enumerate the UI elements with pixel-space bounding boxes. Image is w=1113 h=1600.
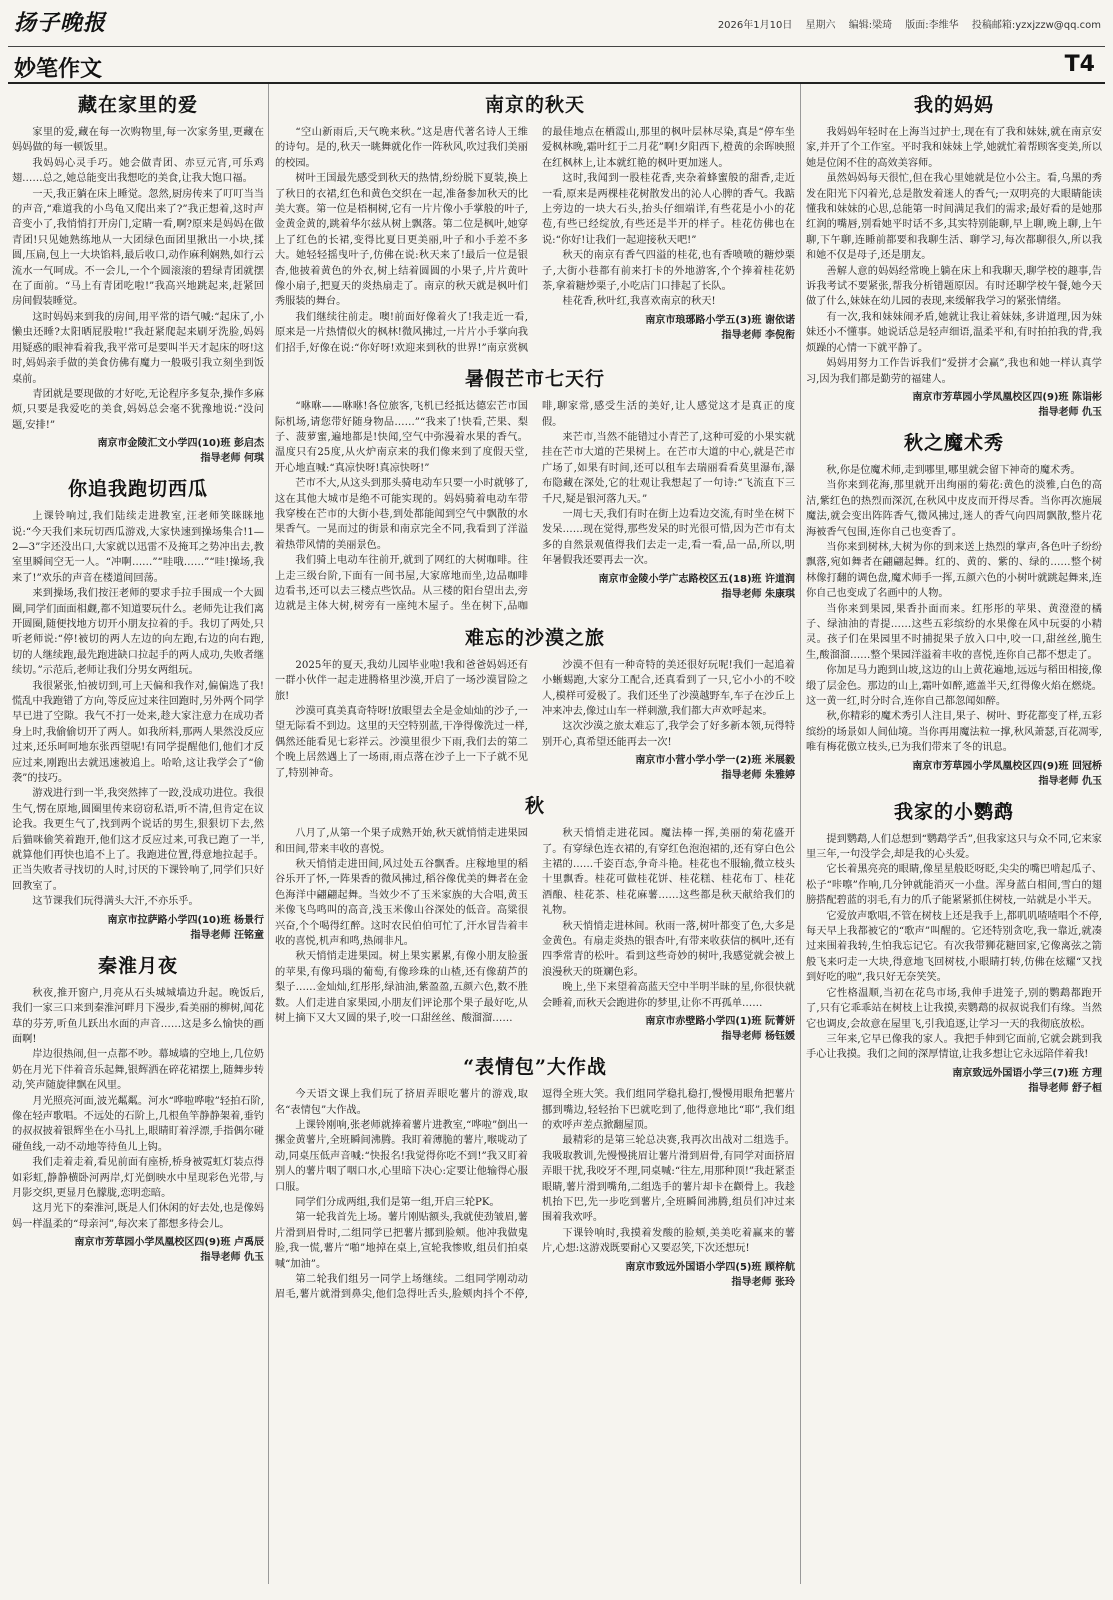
article-paragraph: 下课铃响时,我摸着发酸的脸颊,美美吃着赢来的薯片,心想:这游戏既要耐心又要忍笑,下次还想玩! (542, 1227, 795, 1255)
article (275, 1052, 795, 1303)
article-headline: 秋之魔术秀 (903, 431, 1004, 454)
article-paragraph: 这次沙漠之旅太难忘了,我学会了好多新本领,玩得特别开心,真希望还能再去一次! (542, 721, 795, 748)
article-paragraph: 当你来到花海,那里就开出绚丽的菊花:黄色的淡雅,白色的高洁,紫红色的热烈而深沉,在秋风中皮皮而开得尽香。当你再次施展魔法,就会变出阵阵香气,微风拂过,迷人的香气向四周飘散,整片花海被香气包围,连你自己也变香了。 (806, 480, 1102, 538)
article-paragraph: 秋,你是位魔术师,走到哪里,哪里就会留下神奇的魔术秀。 (826, 464, 1081, 476)
article-headline: 难忘的沙漠之旅 (464, 626, 605, 649)
article-paragraph: 妈妈用努力工作告诉我们“爱拼才会赢”,我也和她一样认真学习,因为我们都是勤劳的福建人。 (806, 358, 1102, 385)
column-divider (800, 84, 801, 1584)
middle-column (275, 84, 795, 1311)
article-body (12, 509, 264, 943)
byline-line: 南京市芳草园小学凤凰校区四(9)班 回冠桥 (912, 760, 1102, 772)
article-headline: 南京的秋天 (484, 94, 585, 116)
masthead (8, 6, 1105, 82)
article-paragraph: 树叶王国最先感受到秋天的热情,纷纷脱下夏装,换上了秋日的衣裙,红色和黄色交织在一起,准备参加秋天的比美大赛。第一位是梧桐树,它有一片片像小手掌般的叶子,金黄金黄的,跳着华尔兹从树上飘落。第二位是枫叶,她穿上了红色的长裙,变得比夏日更美丽,叶子和小手差不多大。她轻轻摇曳叶子,仿佛在说:秋天来了!最后一位是银杏,他披着黄色的外衣,树上结着圆圆的小果子,片片黄叶像小扇子,把夏天的炎热扇走了。南京的秋天就是枫叶们秀服装的舞台。 (275, 173, 528, 308)
layout-credit: 版面:李维华 (905, 20, 959, 31)
article-paragraph: 这时,我闻到一股桂花香,夹杂着蜂蜜般的甜香,走近一看,原来是两棵桂花树散发出的沁人心脾的香气。我踮上旁边的一块大石头,抬头仔细端详,有些花是小小的花苞,有些已经绽放,有些还是半开的样子。桂花仿佛也在说:“你好!让我们一起迎接秋天吧!” (542, 173, 795, 246)
column-divider (268, 84, 269, 1584)
article (275, 623, 795, 783)
header-rule (8, 46, 1105, 47)
article-paragraph: 第一轮我首先上场。薯片刚贴额头,我就使劲皱眉,薯片滑到眉骨时,二组同学已把薯片挪到脸颊。他冲我做鬼脸,我一慌,薯片“啪”地掉在桌上,宣轮我惨败,组员们拍桌喊“加油”。 (275, 1212, 528, 1270)
article-paragraph: 它爱放声歌唱,不管在树枝上还是我手上,都叽叽喳喳唱个不停,每天早上我都被它的“歌声”叫醒的。它还特别贪吃,我一靠近,就凑过来围着我转,生怕我忘记它。有次我带狮花糖回家,它像离弦之箭般飞来叼走一大块,得意地飞回树枝,小眼睛打转,仿佛在炫耀“又找到好吃的啦”,我只好无奈笑笑。 (806, 910, 1102, 984)
article-paragraph: 这月光下的秦淮河,既是人们休闲的好去处,也是像妈妈一样温柔的“母亲河”,每次来了都想多待会儿。 (12, 1203, 264, 1230)
article-paragraph: 芒市不大,从这头到那头骑电动车只要一小时就够了,这在其他大城市是绝不可能实现的。妈妈骑着电动车带我穿梭在芒市的大街小巷,到处都能闻到空气中飘散的水果香气。一晃而过的街景和南京完全不同,我看到了洋溢着热带风情的美丽景色。 (275, 478, 528, 551)
byline-line: 指导老师 汪铭童 (190, 929, 264, 941)
newspaper-logo: 扬子晚报 (14, 10, 107, 36)
byline-line: 南京市金陵小学广志路校区五(18)班 许道润 (598, 573, 795, 585)
byline-line: 指导老师 杨钰媛 (721, 1031, 795, 1043)
article-paragraph: 2025年的夏天,我幼儿园毕业啦!我和爸爸妈妈还有一群小伙伴一起走进腾格里沙漠,开启了一场沙漠冒险之旅! (275, 659, 528, 702)
byline-line: 指导老师 张玲 (731, 1276, 795, 1288)
article-paragraph: 当你来到树林,大树为你的到来送上热烈的掌声,各色叶子纷纷飘落,宛如舞者在翩翩起舞。红的、黄的、紫的、绿的……整个树林像打翻的调色盘,魔术师手一挥,五颜六色的小树叶就跳起舞来,连你自己也变成了名画中的人物。 (806, 541, 1102, 600)
byline-line: 南京市致远外国语小学四(5)班 顾梓航 (625, 1261, 795, 1273)
article-paragraph: 秋天悄悄走进田间,风过处五谷飘香。庄稼地里的稻谷乐开了怀,一阵果香的微风拂过,稻谷像优美的舞者在金色海洋中翩翩起舞。当效少不了玉米家族的大合唱,黄玉米像飞鸟鸣叫的高音,浅玉米像山谷深处的低音。高粱很兴奋,个个喝得红醉。这时农民伯伯可忙了,汗水冒告着丰收的喜悦,机声和鸣,热闹非凡。 (275, 859, 528, 948)
byline-line: 指导老师 舒子桓 (1028, 1082, 1102, 1094)
article (12, 90, 264, 466)
article-paragraph: 这时妈妈来到我的房间,用平常的语气喊:“起床了,小懒虫还睡?太阳晒屁股啦!”我赶紧爬起来刷牙洗脸,妈妈用疑惑的眼神看着我,我平常可是要叫半天才起床的呀!这时,妈妈亲手做的美食仿佛有魔力一般吸引我立刻坐到饭桌前。 (12, 311, 264, 385)
article-paragraph: 秋夜,推开窗户,月亮从石头城城墙边升起。晚饭后,我们一家三口来到秦淮河畔月下漫步,看美丽的柳树,闻花草的芬芳,听鱼儿跃出水面的声音……这是多么愉快的画面啊! (12, 987, 264, 1045)
article-paragraph: 虽然妈妈每天很忙,但在我心里她就是位小公主。看,乌黑的秀发在阳光下闪着光,总是散发着迷人的香气;一双明亮的大眼睛能读懂我和妹妹的心思,总能第一时间满足我们的需求;最好看的是她那红润的嘴唇,别看她平时话不多,其实特别能聊,早上聊,晚上聊,上午聊,下午聊,连睡前都要和我聊生活、聊学习,每次都聊很久,所以我和她不仅是母子,还是朋友。 (806, 173, 1102, 262)
byline-line: 指导老师 仇玉 (200, 1252, 264, 1264)
article-headline: 你追我跑切西瓜 (67, 478, 208, 501)
article-paragraph: 当你来到果园,果香扑面而来。红彤彤的苹果、黄澄澄的橘子、绿油油的青提……这些五彩缤纷的水果像在风中玩耍的小精灵。孩子们在果园里不时捕捉果子放入口中,咬一口,甜丝丝,脆生生,酸溜溜……整个果园洋溢着丰收的喜悦,连你自己都不想走了。 (806, 603, 1102, 661)
article-body (275, 826, 795, 1044)
article-headline: 暑假芒市七天行 (464, 368, 605, 391)
article-paragraph: 我们走着走着,看见前面有座桥,桥身被霓虹灯装点得如彩虹,静静横卧河两岸,灯光倒映水中星现彩色光带,与月影交织,更显月色朦胧,恋明恋暗。 (12, 1157, 264, 1199)
article-paragraph: 这节课我们玩得满头大汗,不亦乐乎。 (32, 896, 199, 908)
byline-line: 指导老师 朱雅婷 (721, 770, 795, 782)
issue-info (708, 16, 1101, 31)
article (12, 474, 264, 943)
article (806, 90, 1102, 420)
article-body (275, 399, 795, 615)
article-paragraph: 我们骑上电动车往前开,就到了网红的大树咖啡。往上走三级台阶,下面有一间书屋,大家席地而坐,边品咖啡边看书,还可以去三楼点些饮品。从三楼的阳台望出去,旁边就是主体大树,树旁有一座纯木屋子。坐在树下,品咖啡,聊家常,感受生活的美好,让人感觉这才是真正的度假。 (275, 401, 795, 613)
article-byline (542, 1014, 795, 1044)
article-paragraph: 青团就是要现做的才好吃,无论程序多复杂,操作多麻烦,只要是我爱吃的美食,妈妈总会毫不犹豫地说:“没问题,安排!” (12, 388, 264, 431)
byline-line: 指导老师 李倪衔 (721, 329, 795, 341)
byline-line: 南京市芳草园小学凤凰校区四(9)班 卢禹辰 (74, 1237, 264, 1249)
article-paragraph: 来到操场,我们按汪老师的要求手拉手围成一个大圆圈,同学们面面相觑,都不知道要玩什么。老师先让我们离开圆圈,随便找地方切开小朋友拉着的手。我切了两处,只听老师说:“停!被切的两人左边的向左跑,右边的向右跑,切的人继续跑,最先跑进缺口拉起手的两人成功,失败者继续切。”示范后,老师让我们分男女两组玩。 (12, 588, 264, 677)
article-paragraph: 家里的爱,藏在每一次购物里,每一次家务里,更藏在妈妈做的每一顿饭里。 (12, 127, 264, 154)
article (12, 951, 264, 1266)
article-paragraph: 你加足马力跑到山坡,这边的山上黄花遍地,远远与稻田相接,像缎了层金色。那边的山上,霜叶如醉,遮盖半天,红得像火焰在燃烧。这一黄一红,时分时合,连你自己都忽闻如醉。 (806, 665, 1102, 707)
article-paragraph: 同学们分成两组,我们是第一组,开启三轮PK。 (295, 1196, 500, 1208)
article-headline: 秦淮月夜 (97, 954, 178, 977)
article-paragraph: 最精彩的是第三轮总决赛,我再次出战对二组选手。我吸取教训,先慢慢挑眉让薯片滑到眉骨,有同学对面挤眉弄眼干扰,我咬牙不理,同桌喊:“往左,用那种顶!”我赶紧歪眼睛,薯片滑到嘴角,二组选手的薯片却卡在颧骨上。我趁机抬下巴,先一步吃到薯片,全班瞬间沸腾,组员们冲过来围着我欢呼。 (542, 1135, 795, 1224)
article-paragraph: 秋天悄悄走进果园。树上果实累累,有像小朋友脸蛋的苹果,有像玛瑙的葡萄,有像珍珠的山楂,还有像葫芦的梨子……金灿灿,红彤彤,绿油油,紫盈盈,五颜六色,数不胜数。人们走进自家果园,小朋友们评论那个果子最好吃,从树上摘下又大又圆的果子,咬一口甜丝丝、酸溜溜…… (275, 951, 528, 1025)
article-paragraph: 秋,你精彩的魔术秀引人注目,果子、树叶、野花都变了样,五彩缤纷的场景如人间仙境。当你再用魔法粒一撑,秋风萧瑟,百花凋零,唯有梅花傲立枝头,已为我们带来了冬的讯息。 (806, 711, 1102, 754)
article-paragraph: 上课铃刚响,张老师就捧着薯片进教室,“哗啦”倒出一摞金黄薯片,全班瞬间沸腾。我盯着薄脆的薯片,喉咙动了动,同桌压低声音喊:“快报名!我觉得你吃不到!”我又盯着别人的薯片咽了咽口水,心里暗下决心:定要让他输得心服口服。 (275, 1119, 528, 1193)
article-paragraph: 八月了,从第一个果子成熟开始,秋天就悄悄走进果园和田间,带来丰收的喜悦。 (275, 828, 528, 855)
page-number: T4 (1064, 52, 1095, 77)
article-body (12, 986, 264, 1266)
article-paragraph: “咻咻——咻咻!各位旅客,飞机已经抵达德宏芒市国际机场,请您带好随身物品……”“我来了!快看,芒果、梨子、菠萝蜜,遍地都是!快闻,空气中弥漫着水果的香气。温度只有25度,从火炉南京来的我们像来到了度假天堂,开心地直喊:“真凉快呀!真凉快呀!” (275, 401, 528, 474)
issue-weekday: 星期六 (805, 20, 836, 31)
article-body (275, 658, 795, 783)
article-paragraph: 岸边很热闹,但一点都不吵。幕城墙的空地上,几位奶奶在月光下伴着音乐起舞,银辉洒在碎花裙摆上,随舞步转动,笑声随旋律飘在风里。 (12, 1049, 264, 1092)
byline-line: 南京市拉萨路小学四(10)班 杨景行 (107, 914, 264, 926)
article-paragraph: 游戏进行到一半,我突然摔了一跤,没成功进位。我很生气,愣在原地,圆圈里传来窃窃私语,听不清,但肯定在议论我。我更生气了,找到两个说话的男生,狠狠切下去,然后猫咪偷笑着跑开,他们这才反应过来,可我已跑了一半,就算他们再快也追不上了。我跑进位置,得意地拉起手。正当失败者寻找切的人时,讨厌的下课铃响了,同学们只好回教室了。 (12, 788, 264, 892)
article-paragraph: “空山新雨后,天气晚来秋。”这是唐代著名诗人王维的诗句。是的,秋天一眺舞就化作一阵秋风,吹过我们美丽的校园。 (275, 127, 528, 169)
article-byline (542, 572, 795, 602)
article-headline: 秋 (524, 795, 545, 818)
article-body (275, 125, 795, 356)
byline-line: 指导老师 仇玉 (1038, 406, 1102, 418)
editor-credit: 编辑:梁琦 (848, 20, 893, 31)
article-paragraph: 它长着黑亮亮的眼睛,像星星般眨呀眨,尖尖的嘴巴啃起瓜子、松子“咔嚓”作响,几分钟就能消灭一小盘。浑身蓝白相间,雪白的翅膀搭配碧蓝的羽毛,有力的爪子能紧紧抓住树枝,一站就是小半天。 (806, 864, 1102, 907)
article (806, 797, 1102, 1096)
article-headline: 我的妈妈 (913, 94, 994, 116)
article-headline: 我家的小鹦鹉 (893, 800, 1014, 823)
article-paragraph: 一周七天,我们有时在街上边看边交流,有时坐在树下发呆……现在觉得,那些发呆的时光很可惜,因为芒市有太多的自然景观值得我们去走一走,看一看,品一品,所以,明年暑假我还要再去一次。 (542, 508, 795, 567)
right-column (806, 84, 1102, 1104)
byline-line: 指导老师 朱康琪 (721, 588, 795, 600)
article-body (275, 1087, 795, 1303)
article-byline (12, 1235, 264, 1265)
article-byline (12, 913, 264, 943)
article-body (806, 125, 1102, 420)
byline-line: 南京致远外国语小学三(7)班 方理 (952, 1067, 1102, 1079)
article-paragraph: 晚上,坐下来望着高蓝天空中半明半昧的星,你很快就会睡着,而秋天会跑进你的梦里,让你不再孤单…… (542, 982, 795, 1009)
article-paragraph: 桂花香,秋叶红,我喜欢南京的秋天! (562, 296, 716, 308)
article (275, 90, 795, 356)
article-paragraph: 它性格温顺,当初在花鸟市场,我伸手进笼子,别的鹦鹉都跑开了,只有它乖乖站在树枝上让我摸,卖鹦鹉的叔叔说我们有缘。当然它也调皮,会故意在屋里飞,引我追逐,让学习一天的我彻底放松。 (806, 987, 1102, 1030)
article (275, 364, 795, 615)
article-paragraph: 秋天的南京有香气四溢的桂花,也有香喷喷的糖炒栗子,大街小巷都有前来打卡的外地游客,个个捧着桂花奶茶,拿着糖炒栗子,小吃店门口排起了长队。 (542, 250, 795, 293)
article-body (806, 463, 1102, 789)
article-body (806, 832, 1102, 1096)
article-paragraph: 一天,我正躺在床上睡觉。忽然,厨房传来了叮叮当当的声音,“难道我的小鸟龟又爬出来了?”我正想着,这时声音变小了,我悄悄打开房门,定睛一看,啊?原来是妈妈在做青团!只见她熟练地从一大团绿色面团里揪出一小块,揉圆,压扁,包上一大块馅料,最后收口,动作麻利娴熟,如行云流水一气呵成。不一会儿,一个个圆滚滚的碧绿青团就摆在了面前。“马上有青团吃啦!”我高兴地跳起来,赶紧回房间假装睡觉。 (12, 188, 264, 308)
article-paragraph: 我妈妈年轻时在上海当过护士,现在有了我和妹妹,就在南京安家,并开了个工作室。平时我和妹妹上学,她就忙着帮顾客变美,所以她是位闲不住的高效美容师。 (806, 127, 1102, 169)
article-paragraph: 善解人意的妈妈经常晚上躺在床上和我聊天,聊学校的趣事,告诉我考试不要紧张,帮我分析错题原因。有时还聊学校午餐,她今天做了什么,妹妹在幼儿园的表现,来缓解我学习的紧张情绪。 (806, 265, 1102, 308)
article-paragraph: 第二轮我们组另一同学上场继续。二组同学刚动动眉毛,薯片就滑到鼻尖,他们急得吐舌头,脸颊肉抖个不停,逗得全班大笑。我们组同学稳扎稳打,慢慢用眼角把薯片挪到嘴边,轻轻抬下巴就吃到了,他得意地比“耶”,我们组的欢呼声差点掀翻屋顶。 (275, 1089, 795, 1301)
article-body (12, 125, 264, 466)
byline-line: 南京市芳草园小学凤凰校区四(9)班 陈诣彬 (912, 391, 1102, 403)
byline-line: 南京市小营小学小学一(2)班 米展毅 (635, 755, 795, 767)
article-byline (542, 753, 795, 783)
article-byline (806, 390, 1102, 420)
article-paragraph: 上课铃响过,我们陆续走进教室,汪老师笑眯眯地说:“今天我们来玩切西瓜游戏,大家快速到操场集合!1—2—3”字还没出口,大家就以迅雷不及掩耳之势冲出去,教室里瞬间空无一人。“冲啊……”“哇哦……”“哇!操场,我来了!”欢乐的声音在楼道间回荡。 (12, 511, 264, 584)
article-paragraph: 提到鹦鹉,人们总想到“鹦鹉学舌”,但我家这只与众不同,它来家里三年,一句没学会,却是我的心头爱。 (806, 833, 1102, 861)
article-paragraph: 来芒市,当然不能错过小青芒了,这种可爱的小果实就挂在芒市大道的芒果树上。在芒市大道的中心,就是芒市广场了,如果有时间,还可以租车去瑞丽看看莫里瀑布,瀑布隐藏在深处,它的壮观让我想起了一句诗:“飞流直下三千尺,疑是银河落九天。” (542, 431, 795, 505)
article-paragraph: 有一次,我和妹妹闹矛盾,她就让我让着妹妹,多讲道理,因为妹妹还小不懂事。她说话总是轻声细语,温柔平和,有时拍拍我的背,我烦躁的心情一下就平静了。 (806, 311, 1102, 354)
article-headline: “表情包”大作战 (463, 1056, 607, 1079)
article-paragraph: 沙漠不但有一种奇特的美还很好玩呢!我们一起追着小蜥蜴跑,大家分工配合,还真看到了一只,它小小的不咬人,模样可爱极了。我们还坐了沙漠越野车,车子在沙丘上冲来冲去,像过山车一样刺激,我们都大声欢呼起来。 (542, 659, 795, 717)
byline-line: 南京市琅琊路小学五(3)班 谢依诺 (645, 314, 795, 326)
byline-line: 指导老师 仇玉 (1038, 775, 1102, 787)
article-byline (12, 436, 264, 466)
article-byline (806, 1066, 1102, 1096)
article-paragraph: 沙漠可真美真奇特呀!放眼望去全是金灿灿的沙子,一望无际看不到边。这里的天空特别蓝,干净得像洗过一样,偶然还能看见七彩祥云。沙漠里很少下雨,我们去的第二个晚上居然遇上了一场雨,雨点落在沙子上一下子就不见了,特别神奇。 (275, 706, 528, 779)
byline-line: 南京市金陵汇文小学四(10)班 彭启杰 (97, 438, 264, 450)
article-paragraph: 我很紧张,怕被切到,可上天偏和我作对,偏偏选了我!慌乱中我跑错了方向,等反应过来往回跑时,另外两个同学早已进了空隙。我气不打一处来,趁大家注意力在成功者身上时,我偷偷切开了两人。如我所料,那两人果然没反应过来,还乐呵呵地东张西望呢!有同学提醒他们,他们才反应过来,刚跑出去就迅速被追上。哈哈,这让我学会了“偷袭”的技巧。 (12, 680, 264, 785)
article-paragraph: 秋天悄悄走进花园。魔法棒一挥,美丽的菊花盛开了。有穿绿色连衣裙的,有穿红色泡泡裙的,还有穿白色公主裙的……千姿百态,争奇斗艳。桂花也不服输,微立枝头十里飘香。桂花可做桂花饼、桂花糕、桂花布丁、桂花酒酿、桂花茶、桂花麻薯……这些都是秋天献给我们的礼物。 (542, 828, 795, 917)
article-paragraph: 我们继续往前走。噢!前面好像着火了!我走近一看,原来是一片热情似火的枫林!微风拂过,一片片小手掌向我们招手,好像在说:“你好呀!欢迎来到秋的世界!”南京赏枫的最佳地点在栖霞山,那里的枫叶层林尽染,真是“停车坐爱枫林晚,霜叶红于二月花”啊!夕阳西下,橙黄的余晖映照在红枫林上,让本就红艳的枫叶更加迷人。 (275, 127, 795, 354)
article-byline (542, 1260, 795, 1290)
article-byline (806, 759, 1102, 789)
article-byline (542, 313, 795, 343)
article-paragraph: 今天语文课上我们玩了挤眉弄眼吃薯片的游戏,取名“表情包”大作战。 (275, 1089, 528, 1116)
article-paragraph: 秋天悄悄走进林间。秋雨一落,树叶都变了色,大多是金黄色。有扇走炎热的银杏叶,有带来收获信的枫叶,还有四季常青的松叶。看到这些奇妙的树叶,我感觉就会被上浪漫秋天的斑斓色彩。 (542, 920, 795, 978)
article (275, 791, 795, 1044)
article-paragraph: 我妈妈心灵手巧。她会做青团、赤豆元宵,可乐鸡翅……总之,她总能变出我想吃的美食,让我大饱口福。 (12, 157, 264, 185)
byline-line: 指导老师 何琪 (200, 453, 264, 465)
article-paragraph: 三年来,它早已像我的家人。我把手伸到它面前,它就会跳到我手心让我摸。我们之间的深厚情谊,让我多想让它永远陪伴着我! (806, 1033, 1102, 1061)
submission-email: 投稿邮箱:yzxjzzw@qq.com (971, 20, 1101, 31)
byline-line: 南京市赤壁路小学四(1)班 阮菁妍 (645, 1016, 795, 1028)
section-title: 妙笔作文 (14, 56, 103, 82)
issue-date: 2026年1月10日 (717, 20, 793, 31)
article-headline: 藏在家里的爱 (77, 94, 198, 116)
article-paragraph: 月光照亮河面,波光粼粼。河水“哗啦哗啦”轻拍石阶,像在轻声歌唱。不远处的石阶上,几根鱼竿静静架着,垂钓的叔叔披着银辉坐在小马扎上,眼睛盯着浮漂,手指偶尔碰碰鱼线,一动不动地等待鱼儿上钩。 (12, 1095, 264, 1153)
article (806, 428, 1102, 789)
left-column (12, 84, 264, 1273)
